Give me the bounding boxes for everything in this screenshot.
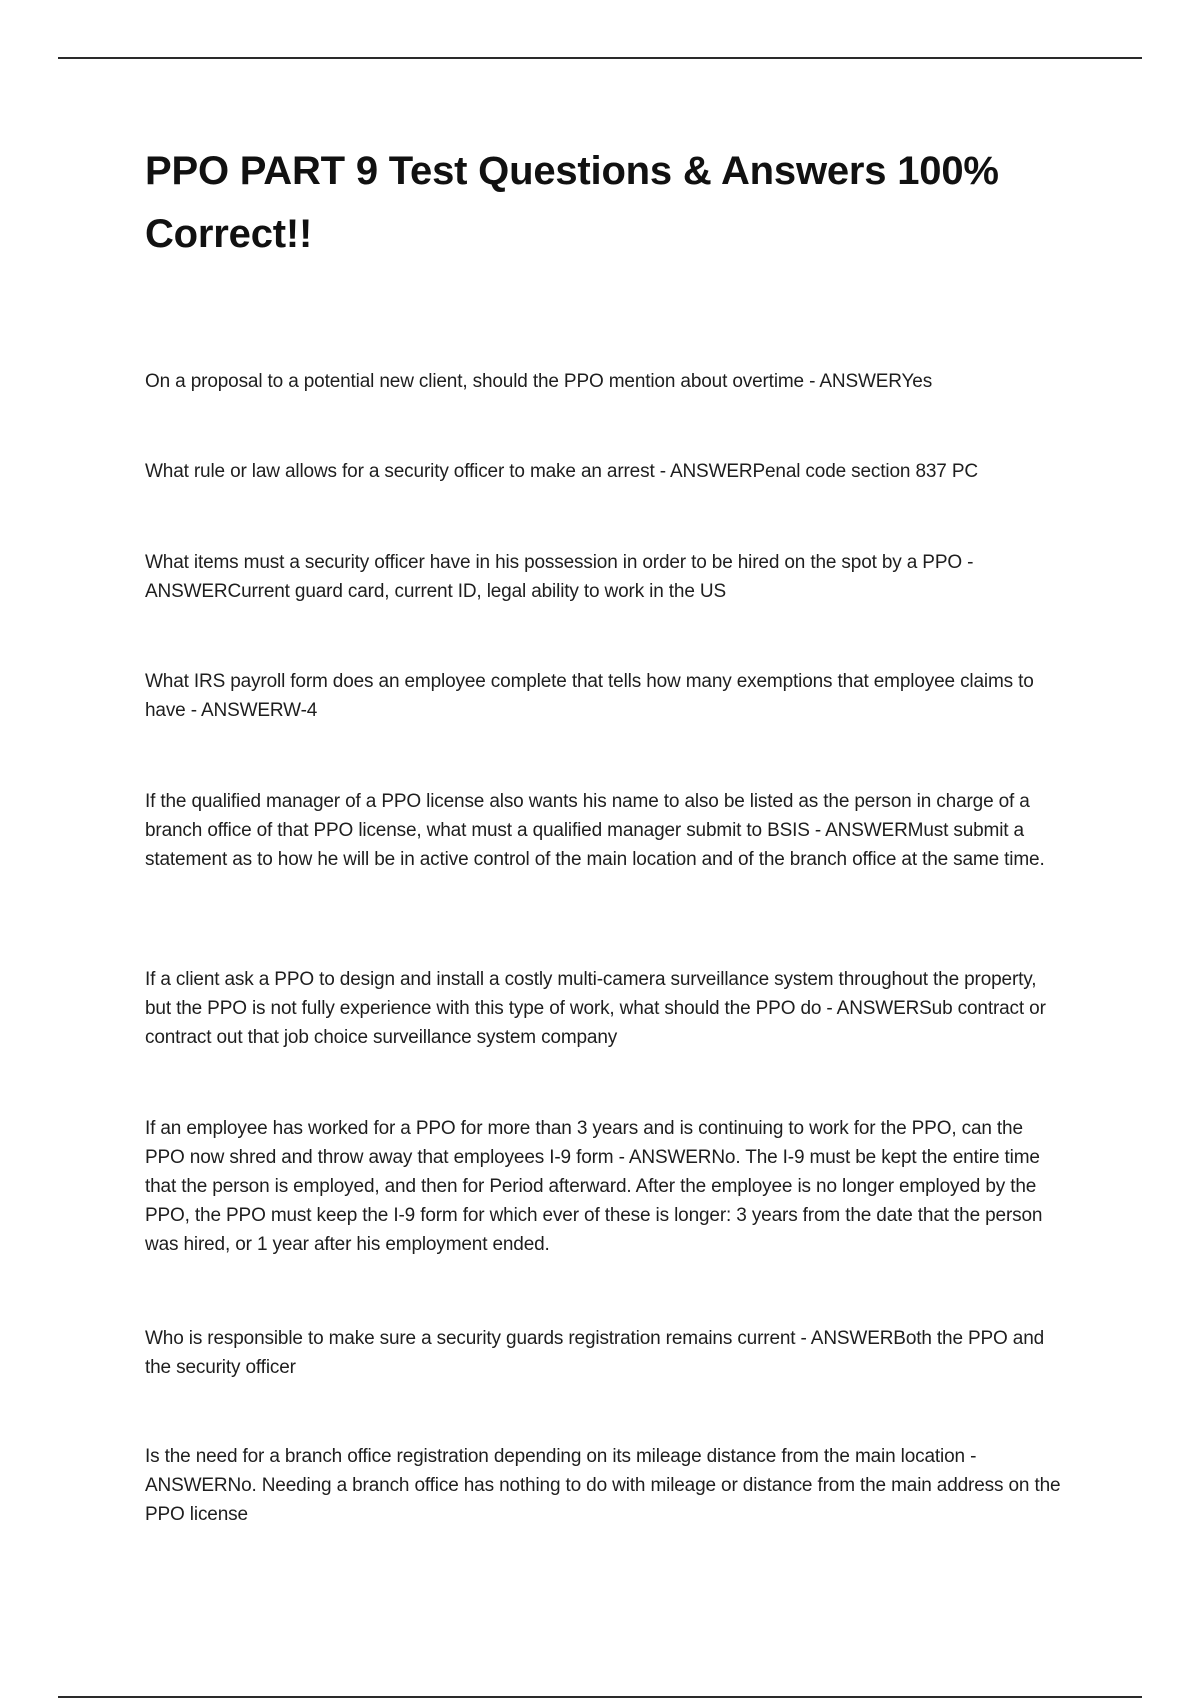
qa-item-1: On a proposal to a potential new client, should the PPO mention about overtime - ANSWERYes — [145, 371, 933, 392]
qa-item-3: What items must a security officer have in his possession in order to be hired on the spot by a PPO - ANSWERCurrent guard card, current ID, legal ability to work in the US — [145, 552, 974, 602]
qa-item-2: What rule or law allows for a security officer to make an arrest - ANSWERPenal code section 837 PC — [145, 461, 978, 482]
document-body — [145, 140, 1065, 1525]
qa-item-9: Is the need for a branch office registration depending on its mileage distance from the main location - ANSWERNo. Needing a branch office has nothing to do with mileage or distance from the main address on the PPO license — [145, 1446, 1061, 1525]
qa-item-6: If a client ask a PPO to design and install a costly multi-camera surveillance system throughout the property, but the PPO is not fully experience with this type of work, what should the PPO do - ANSWERSub contract or contract out that job choice surveillance system company — [145, 969, 1046, 1048]
qa-item-7: If an employee has worked for a PPO for more than 3 years and is continuing to work for the PPO, can the PPO now shred and throw away that employees I-9 form - ANSWERNo. The I-9 must be kept the entire time that the person is employed, and then for Period afterward. After the employee is no longer employed by the PPO, the PPO must keep the I-9 form for which ever of these is longer: 3 years from the date that the person was hired, or 1 year after his employment ended. — [145, 1118, 1043, 1255]
bottom-divider — [58, 1696, 1142, 1698]
qa-item-8: Who is responsible to make sure a security guards registration remains current - ANSWERBoth the PPO and the security officer — [145, 1328, 1045, 1378]
qa-item-5: If the qualified manager of a PPO license also wants his name to also be listed as the person in charge of a branch office of that PPO license, what must a qualified manager submit to BSIS - ANSWERMust submit a statement as to how he will be in active control of the main location and of the branch office at the same time. — [145, 791, 1045, 870]
qa-item-4: What IRS payroll form does an employee complete that tells how many exemptions that employee claims to have - ANSWERW-4 — [145, 671, 1034, 721]
top-divider — [58, 57, 1142, 59]
document-title: PPO PART 9 Test Questions & Answers 100% Correct!! — [145, 149, 999, 256]
